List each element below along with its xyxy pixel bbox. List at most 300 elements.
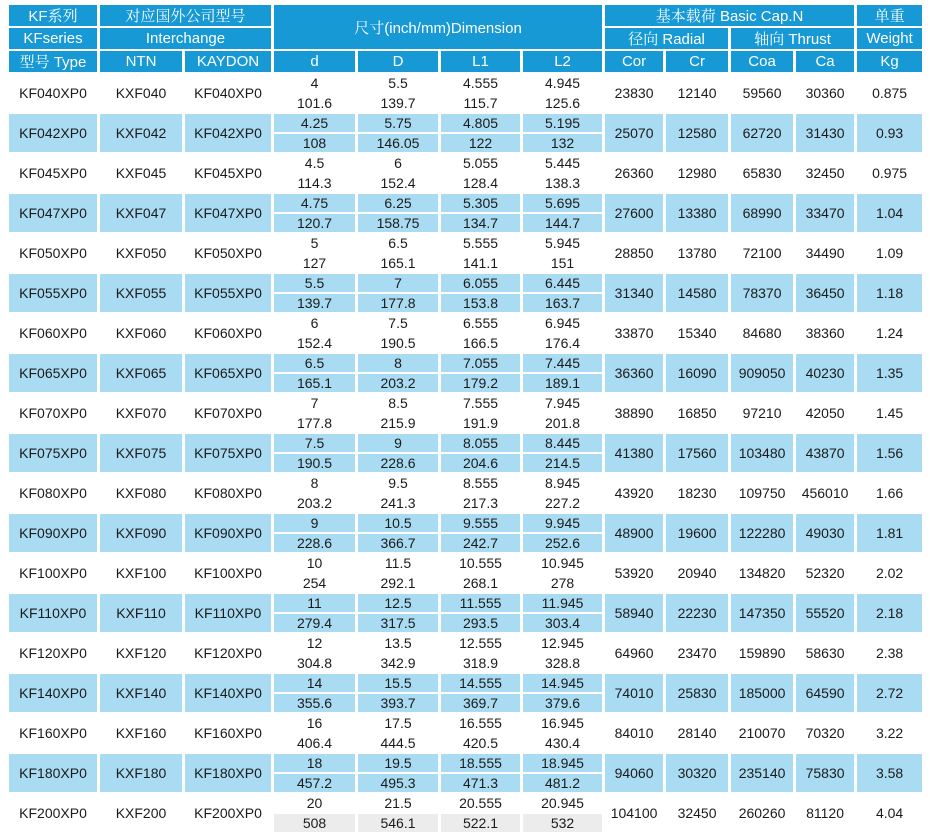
type-cell: KF055XP0 [9,274,97,312]
dim-inch-cell: 6.5 [274,354,355,372]
load-cell: 260260 [731,794,793,832]
dim-mm-cell: 153.8 [441,294,520,312]
col-header-L1: L1 [441,51,520,72]
load-cell: 14580 [666,274,728,312]
load-cell: 33470 [796,194,854,232]
type-cell: KF075XP0 [9,434,97,472]
dim-mm-cell: 190.5 [358,334,438,352]
dim-mm-cell: 152.4 [274,334,355,352]
col-header-coa: Coa [731,51,793,72]
load-cell: 33870 [605,314,663,352]
weight-cell: 2.38 [857,634,922,672]
dim-inch-cell: 6.25 [358,194,438,212]
dim-mm-cell: 508 [274,814,355,832]
dim-mm-cell: 342.9 [358,654,438,672]
dim-inch-cell: 4.945 [523,74,602,92]
dim-mm-cell: 122 [441,134,520,152]
series-group-label-cn: KF系列 [9,5,97,26]
weight-cell: 3.58 [857,754,922,792]
table-row [9,194,922,212]
header-row-1 [9,5,922,26]
weight-cell: 1.66 [857,474,922,512]
ntn-cell: KXF047 [100,194,182,232]
load-cell: 20940 [666,554,728,592]
dim-inch-cell: 4.805 [441,114,520,132]
col-header-cor: Cor [605,51,663,72]
load-cell: 38890 [605,394,663,432]
dim-inch-cell: 16.945 [523,714,602,732]
ntn-cell: KXF080 [100,474,182,512]
type-cell: KF140XP0 [9,674,97,712]
load-cell: 19600 [666,514,728,552]
type-cell: KF160XP0 [9,714,97,752]
type-cell: KF060XP0 [9,314,97,352]
load-cell: 17560 [666,434,728,472]
load-cell: 31340 [605,274,663,312]
dim-inch-cell: 8.5 [358,394,438,412]
dim-inch-cell: 8 [274,474,355,492]
dim-inch-cell: 9 [274,514,355,532]
dim-mm-cell: 201.8 [523,414,602,432]
dim-inch-cell: 6.5 [358,234,438,252]
dim-mm-cell: 406.4 [274,734,355,752]
type-cell: KF070XP0 [9,394,97,432]
ntn-cell: KXF060 [100,314,182,352]
dim-mm-cell: 366.7 [358,534,438,552]
type-cell: KF047XP0 [9,194,97,232]
load-cell: 134820 [731,554,793,592]
dim-mm-cell: 430.4 [523,734,602,752]
load-group-label: 基本载荷 Basic Cap.N [605,5,854,26]
dim-mm-cell: 144.7 [523,214,602,232]
load-cell: 59560 [731,74,793,112]
ntn-cell: KXF090 [100,514,182,552]
load-cell: 185000 [731,674,793,712]
load-cell: 13780 [666,234,728,272]
dim-inch-cell: 5.5 [358,74,438,92]
load-cell: 210070 [731,714,793,752]
radial-group-label: 径向 Radial [605,28,728,49]
type-cell: KF090XP0 [9,514,97,552]
dim-mm-cell: 139.7 [274,294,355,312]
load-cell: 49030 [796,514,854,552]
ntn-cell: KXF042 [100,114,182,152]
dim-inch-cell: 9.555 [441,514,520,532]
dim-mm-cell: 546.1 [358,814,438,832]
weight-cell: 2.02 [857,554,922,592]
load-cell: 38360 [796,314,854,352]
load-cell: 15340 [666,314,728,352]
weight-cell: 2.18 [857,594,922,632]
dim-mm-cell: 369.7 [441,694,520,712]
load-cell: 68990 [731,194,793,232]
dim-mm-cell: 189.1 [523,374,602,392]
load-cell: 43920 [605,474,663,512]
dim-mm-cell: 444.5 [358,734,438,752]
table-row [9,514,922,532]
dim-inch-cell: 11.555 [441,594,520,612]
dim-mm-cell: 139.7 [358,94,438,112]
dim-inch-cell: 12.945 [523,634,602,652]
dim-inch-cell: 6.555 [441,314,520,332]
table-row [9,154,922,172]
ntn-cell: KXF160 [100,714,182,752]
dim-mm-cell: 125.6 [523,94,602,112]
dim-inch-cell: 14.555 [441,674,520,692]
dim-mm-cell: 292.1 [358,574,438,592]
load-cell: 53920 [605,554,663,592]
dim-inch-cell: 7.555 [441,394,520,412]
load-cell: 97210 [731,394,793,432]
dim-inch-cell: 4 [274,74,355,92]
kaydon-cell: KF120XP0 [185,634,271,672]
col-header-L2: L2 [523,51,602,72]
load-cell: 58630 [796,634,854,672]
dim-inch-cell: 10.945 [523,554,602,572]
type-cell: KF050XP0 [9,234,97,272]
dim-inch-cell: 7.055 [441,354,520,372]
dim-mm-cell: 268.1 [441,574,520,592]
dim-inch-cell: 5.305 [441,194,520,212]
dim-inch-cell: 5 [274,234,355,252]
load-cell: 23830 [605,74,663,112]
dim-inch-cell: 5.195 [523,114,602,132]
dim-inch-cell: 8.945 [523,474,602,492]
load-cell: 27600 [605,194,663,232]
table-row [9,754,922,772]
dim-inch-cell: 18.555 [441,754,520,772]
dim-inch-cell: 7.5 [274,434,355,452]
load-cell: 26360 [605,154,663,192]
kaydon-cell: KF180XP0 [185,754,271,792]
dim-mm-cell: 190.5 [274,454,355,472]
load-cell: 55520 [796,594,854,632]
load-cell: 25830 [666,674,728,712]
dim-inch-cell: 20 [274,794,355,812]
weight-cell: 2.72 [857,674,922,712]
dim-inch-cell: 13.5 [358,634,438,652]
dim-mm-cell: 141.1 [441,254,520,272]
dim-mm-cell: 152.4 [358,174,438,192]
weight-cell: 1.81 [857,514,922,552]
ntn-cell: KXF070 [100,394,182,432]
load-cell: 32450 [666,794,728,832]
type-cell: KF110XP0 [9,594,97,632]
dimension-group-label: 尺寸(inch/mm)Dimension [274,5,602,49]
dim-mm-cell: 279.4 [274,614,355,632]
dim-inch-cell: 12.5 [358,594,438,612]
kaydon-cell: KF100XP0 [185,554,271,592]
load-cell: 103480 [731,434,793,472]
load-cell: 235140 [731,754,793,792]
dim-mm-cell: 177.8 [358,294,438,312]
type-cell: KF180XP0 [9,754,97,792]
load-cell: 28850 [605,234,663,272]
load-cell: 64960 [605,634,663,672]
load-cell: 109750 [731,474,793,512]
dim-inch-cell: 14 [274,674,355,692]
load-cell: 18230 [666,474,728,512]
dim-inch-cell: 5.945 [523,234,602,252]
col-header-cr: Cr [666,51,728,72]
dim-mm-cell: 278 [523,574,602,592]
ntn-cell: KXF110 [100,594,182,632]
dim-inch-cell: 5.695 [523,194,602,212]
load-cell: 13380 [666,194,728,232]
dim-inch-cell: 10.555 [441,554,520,572]
dim-inch-cell: 9 [358,434,438,452]
dim-inch-cell: 15.5 [358,674,438,692]
dim-mm-cell: 254 [274,574,355,592]
dim-mm-cell: 241.3 [358,494,438,512]
dim-mm-cell: 127 [274,254,355,272]
type-cell: KF042XP0 [9,114,97,152]
kaydon-cell: KF140XP0 [185,674,271,712]
series-group-label-en: KFseries [9,28,97,49]
weight-cell: 1.56 [857,434,922,472]
dim-mm-cell: 151 [523,254,602,272]
load-cell: 41380 [605,434,663,472]
load-cell: 30320 [666,754,728,792]
dim-mm-cell: 293.5 [441,614,520,632]
dim-inch-cell: 8 [358,354,438,372]
dim-mm-cell: 228.6 [358,454,438,472]
table-row [9,74,922,92]
dim-mm-cell: 420.5 [441,734,520,752]
ntn-cell: KXF120 [100,634,182,672]
table-row [9,354,922,372]
type-cell: KF045XP0 [9,154,97,192]
dim-mm-cell: 176.4 [523,334,602,352]
dim-inch-cell: 12 [274,634,355,652]
ntn-cell: KXF055 [100,274,182,312]
load-cell: 22230 [666,594,728,632]
dim-mm-cell: 108 [274,134,355,152]
dim-inch-cell: 17.5 [358,714,438,732]
load-cell: 23470 [666,634,728,672]
dim-mm-cell: 214.5 [523,454,602,472]
load-cell: 12980 [666,154,728,192]
col-header-type: 型号 Type [9,51,97,72]
dim-mm-cell: 165.1 [274,374,355,392]
load-cell: 147350 [731,594,793,632]
table-row [9,114,922,132]
kaydon-cell: KF090XP0 [185,514,271,552]
dim-mm-cell: 217.3 [441,494,520,512]
type-cell: KF200XP0 [9,794,97,832]
load-cell: 159890 [731,634,793,672]
dim-inch-cell: 5.445 [523,154,602,172]
weight-group-label-en: Weight [857,28,922,49]
load-cell: 62720 [731,114,793,152]
dim-inch-cell: 4.555 [441,74,520,92]
kaydon-cell: KF070XP0 [185,394,271,432]
weight-cell: 1.04 [857,194,922,232]
weight-cell: 1.45 [857,394,922,432]
kaydon-cell: KF040XP0 [185,74,271,112]
dim-mm-cell: 304.8 [274,654,355,672]
dim-inch-cell: 19.5 [358,754,438,772]
dim-mm-cell: 177.8 [274,414,355,432]
dim-mm-cell: 532 [523,814,602,832]
load-cell: 70320 [796,714,854,752]
ntn-cell: KXF075 [100,434,182,472]
load-cell: 43870 [796,434,854,472]
load-cell: 84680 [731,314,793,352]
type-cell: KF065XP0 [9,354,97,392]
weight-group-label-cn: 单重 [857,5,922,26]
ntn-cell: KXF065 [100,354,182,392]
dim-mm-cell: 114.3 [274,174,355,192]
load-cell: 16090 [666,354,728,392]
dim-inch-cell: 6 [274,314,355,332]
dim-inch-cell: 7 [274,394,355,412]
ntn-cell: KXF200 [100,794,182,832]
dim-mm-cell: 318.9 [441,654,520,672]
dim-mm-cell: 393.7 [358,694,438,712]
table-row [9,474,922,492]
load-cell: 52320 [796,554,854,592]
interchange-group-label-en: Interchange [100,28,271,49]
dim-inch-cell: 20.555 [441,794,520,812]
load-cell: 32450 [796,154,854,192]
table-row [9,714,922,732]
dim-inch-cell: 11 [274,594,355,612]
dim-mm-cell: 163.7 [523,294,602,312]
dim-mm-cell: 158.75 [358,214,438,232]
dim-inch-cell: 8.445 [523,434,602,452]
dim-mm-cell: 115.7 [441,94,520,112]
dim-inch-cell: 5.75 [358,114,438,132]
dim-mm-cell: 227.2 [523,494,602,512]
weight-cell: 0.93 [857,114,922,152]
load-cell: 94060 [605,754,663,792]
load-cell: 48900 [605,514,663,552]
dim-mm-cell: 166.5 [441,334,520,352]
dim-mm-cell: 204.6 [441,454,520,472]
table-row [9,314,922,332]
type-cell: KF080XP0 [9,474,97,512]
dim-inch-cell: 5.055 [441,154,520,172]
table-row [9,234,922,252]
dim-mm-cell: 457.2 [274,774,355,792]
ntn-cell: KXF050 [100,234,182,272]
dim-mm-cell: 179.2 [441,374,520,392]
kaydon-cell: KF080XP0 [185,474,271,512]
dim-mm-cell: 355.6 [274,694,355,712]
dim-mm-cell: 481.2 [523,774,602,792]
weight-cell: 3.22 [857,714,922,752]
dim-mm-cell: 146.05 [358,134,438,152]
col-header-D: D [358,51,438,72]
dim-mm-cell: 215.9 [358,414,438,432]
kaydon-cell: KF200XP0 [185,794,271,832]
dim-mm-cell: 317.5 [358,614,438,632]
dim-mm-cell: 228.6 [274,534,355,552]
kaydon-cell: KF110XP0 [185,594,271,632]
load-cell: 78370 [731,274,793,312]
weight-cell: 0.975 [857,154,922,192]
dim-inch-cell: 18.945 [523,754,602,772]
dim-inch-cell: 6.945 [523,314,602,332]
load-cell: 122280 [731,514,793,552]
type-cell: KF120XP0 [9,634,97,672]
kaydon-cell: KF050XP0 [185,234,271,272]
col-header-d: d [274,51,355,72]
dim-inch-cell: 10 [274,554,355,572]
dim-inch-cell: 10.5 [358,514,438,532]
load-cell: 31430 [796,114,854,152]
dim-inch-cell: 7.945 [523,394,602,412]
dim-mm-cell: 522.1 [441,814,520,832]
dim-mm-cell: 495.3 [358,774,438,792]
load-cell: 104100 [605,794,663,832]
weight-cell: 1.18 [857,274,922,312]
type-cell: KF100XP0 [9,554,97,592]
interchange-group-label-cn: 对应国外公司型号 [100,5,271,26]
dim-inch-cell: 20.945 [523,794,602,812]
col-header-ntn: NTN [100,51,182,72]
dim-inch-cell: 4.5 [274,154,355,172]
dim-inch-cell: 9.945 [523,514,602,532]
table-row [9,394,922,412]
load-cell: 456010 [796,474,854,512]
weight-cell: 1.24 [857,314,922,352]
dim-mm-cell: 203.2 [274,494,355,512]
dim-inch-cell: 8.055 [441,434,520,452]
dim-mm-cell: 132 [523,134,602,152]
dim-mm-cell: 134.7 [441,214,520,232]
dim-inch-cell: 8.555 [441,474,520,492]
table-row [9,554,922,572]
dim-inch-cell: 14.945 [523,674,602,692]
ntn-cell: KXF180 [100,754,182,792]
dim-inch-cell: 4.25 [274,114,355,132]
table-row [9,274,922,292]
kaydon-cell: KF060XP0 [185,314,271,352]
kaydon-cell: KF047XP0 [185,194,271,232]
dim-inch-cell: 6.445 [523,274,602,292]
kaydon-cell: KF055XP0 [185,274,271,312]
table-row [9,434,922,452]
dim-inch-cell: 16 [274,714,355,732]
load-cell: 74010 [605,674,663,712]
dim-mm-cell: 303.4 [523,614,602,632]
load-cell: 84010 [605,714,663,752]
dim-mm-cell: 252.6 [523,534,602,552]
table-body [9,74,922,832]
col-header-ca: Ca [796,51,854,72]
kaydon-cell: KF160XP0 [185,714,271,752]
table-header [9,5,922,72]
dim-mm-cell: 101.6 [274,94,355,112]
dim-inch-cell: 7.5 [358,314,438,332]
kaydon-cell: KF042XP0 [185,114,271,152]
load-cell: 30360 [796,74,854,112]
dim-mm-cell: 120.7 [274,214,355,232]
dim-inch-cell: 6.055 [441,274,520,292]
kaydon-cell: KF045XP0 [185,154,271,192]
thrust-group-label: 轴向 Thrust [731,28,854,49]
load-cell: 12140 [666,74,728,112]
kaydon-cell: KF065XP0 [185,354,271,392]
load-cell: 36360 [605,354,663,392]
dim-mm-cell: 471.3 [441,774,520,792]
load-cell: 42050 [796,394,854,432]
load-cell: 34490 [796,234,854,272]
dim-mm-cell: 203.2 [358,374,438,392]
dim-mm-cell: 242.7 [441,534,520,552]
